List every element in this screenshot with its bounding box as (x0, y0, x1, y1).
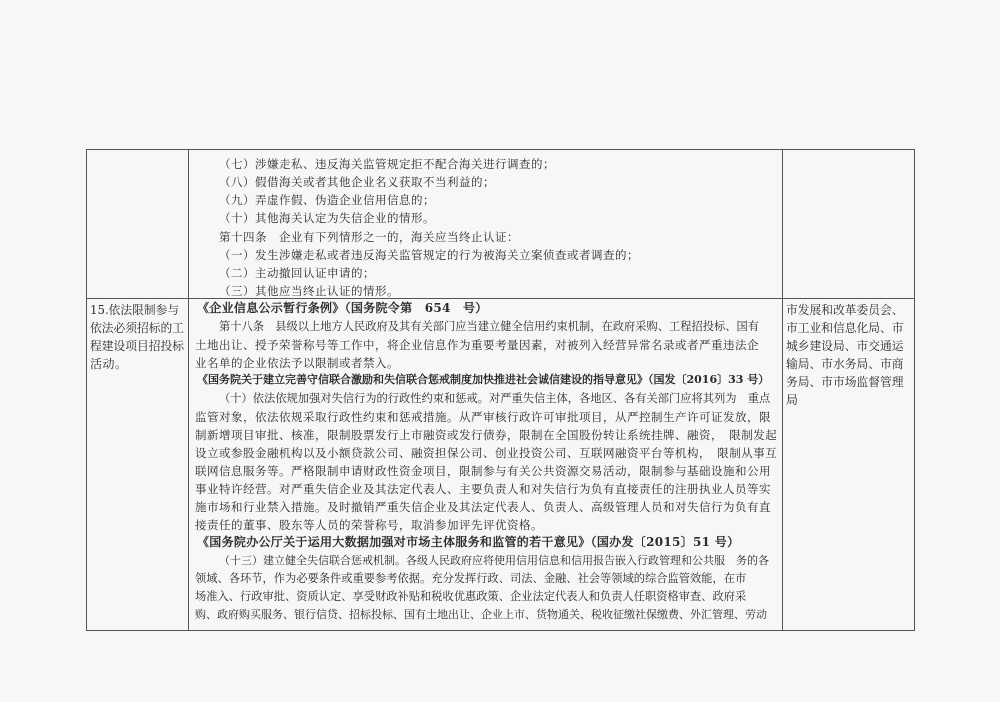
top-block-cell (189, 149, 782, 298)
basis-line: （十三）建立健全失信联合惩戒机制。各级人民政府应将使用信用信息和信用报告嵌入行政管理和公共服 务的各 (219, 554, 769, 567)
department-line: 输局、市水务局、市商 (786, 357, 904, 371)
measure-line: 依法必须招标的工 (90, 321, 184, 335)
basis-line: 场准入、行政审批、资质认定、享受财政补贴和税收优惠政策、企业法定代表人和负责人任职资格审查、政府采 (195, 590, 747, 603)
measure-line: 活动。 (90, 357, 128, 371)
basis-line: 第十八条 县级以上地方人民政府及其有关部门应当建立健全信用约束机制，在政府采购、工程招投标、国有 (219, 320, 760, 333)
basis-line: 事业特许经营。对严重失信企业及其法定代表人、主要负责人和对失信行为负有直接责任的注册执业人员等实 (195, 482, 771, 496)
text-line: （十）其他海关认定为失信企业的情形。 (219, 211, 435, 225)
basis-heading: 《国务院关于建立完善守信联合激励和失信联合惩戒制度加快推进社会诚信建设的指导意见》（国发〔2016〕33 号） (197, 373, 770, 386)
text-line: （一）发生涉嫌走私或者违反海关监管规定的行为被海关立案侦查或者调查的； (219, 248, 639, 262)
basis-line: 业名单的企业依法予以限制或者禁入。 (195, 356, 399, 370)
text-line: （三）其他应当终止认证的情形。 (219, 284, 399, 298)
measure-line: 程建设项目招投标 (90, 339, 184, 353)
department-line: 市工业和信息化局、市 (786, 321, 904, 335)
basis-line: （十）依法依规加强对失信行为的行政性约束和惩戒。对严重失信主体，各地区、各有关部门应将其列为 重点 (219, 392, 771, 405)
basis-line: 领域、各环节，作为必要条件或重要参考依据。充分发挥行政、司法、金融、社会等领域的综合监管效能，在市 (195, 572, 747, 585)
basis-line: 施市场和行业禁入措施。及时撤销严重失信企业及其法定代表人、负责人、高级管理人员和对失信行为负有直 (195, 500, 771, 514)
text-line: （七）涉嫌走私、违反海关监管规定拒不配合海关进行调查的； (219, 157, 555, 171)
text-line: （二）主动撤回认证申请的； (219, 266, 375, 280)
basis-line: 购、政府购买服务、银行信贷、招标投标、国有土地出让、企业上市、货物通关、税收征缴社保缴费、外汇管理、劳动 (195, 608, 767, 621)
basis-heading: 《企业信息公示暂行条例》（国务院令第 654 号） (197, 301, 488, 315)
basis-line: 监管对象，依法依规采取行政性约束和惩戒措施。从严审核行政许可审批项目，从严控制生产许可证发放，限 (195, 410, 771, 424)
measure-cell (87, 299, 188, 419)
table-bottom-border (87, 630, 914, 631)
department-line: 局 (786, 393, 799, 407)
departments-cell (783, 299, 914, 439)
basis-cell (189, 299, 782, 630)
measure-line: 15.依法限制参与 (90, 303, 180, 317)
basis-line: 制新增项目审批、核准，限制股票发行上市融资或发行债券，限制在全国股份转让系统挂牌、融资， 限制发起 (195, 428, 778, 442)
department-line: 务局、市市场监督管理 (786, 375, 904, 389)
basis-line: 土地出让、授予荣誉称号等工作中，将企业信息作为重要考量因素，对被列入经营异常名录或者严重违法企 (195, 338, 759, 352)
text-line: （八）假借海关或者其他企业名义获取不当利益的； (219, 175, 495, 189)
department-line: 城乡建设局、市交通运 (786, 339, 904, 353)
text-line: （九）弄虚作假、伪造企业信用信息的； (219, 193, 435, 207)
basis-line: 接责任的董事、股东等人员的荣誉称号，取消参加评先评优资格。 (195, 518, 543, 532)
department-line: 市发展和改革委员会、 (786, 303, 904, 317)
policy-table (86, 149, 915, 631)
basis-line: 联网信息服务等。严格限制申请财政性资金项目，限制参与有关公共资源交易活动，限制参与基础设施和公用 (195, 464, 771, 478)
basis-line: 设立或参股金融机构以及小额贷款公司、融资担保公司、创业投资公司、互联网融资平台等机构， 限制从事互 (195, 446, 778, 460)
basis-heading: 《国务院办公厅关于运用大数据加强对市场主体服务和监管的若干意见》（国办发〔2015〕51 号） (197, 535, 740, 549)
text-line: 第十四条 企业有下列情形之一的，海关应当终止认证： (219, 230, 519, 244)
